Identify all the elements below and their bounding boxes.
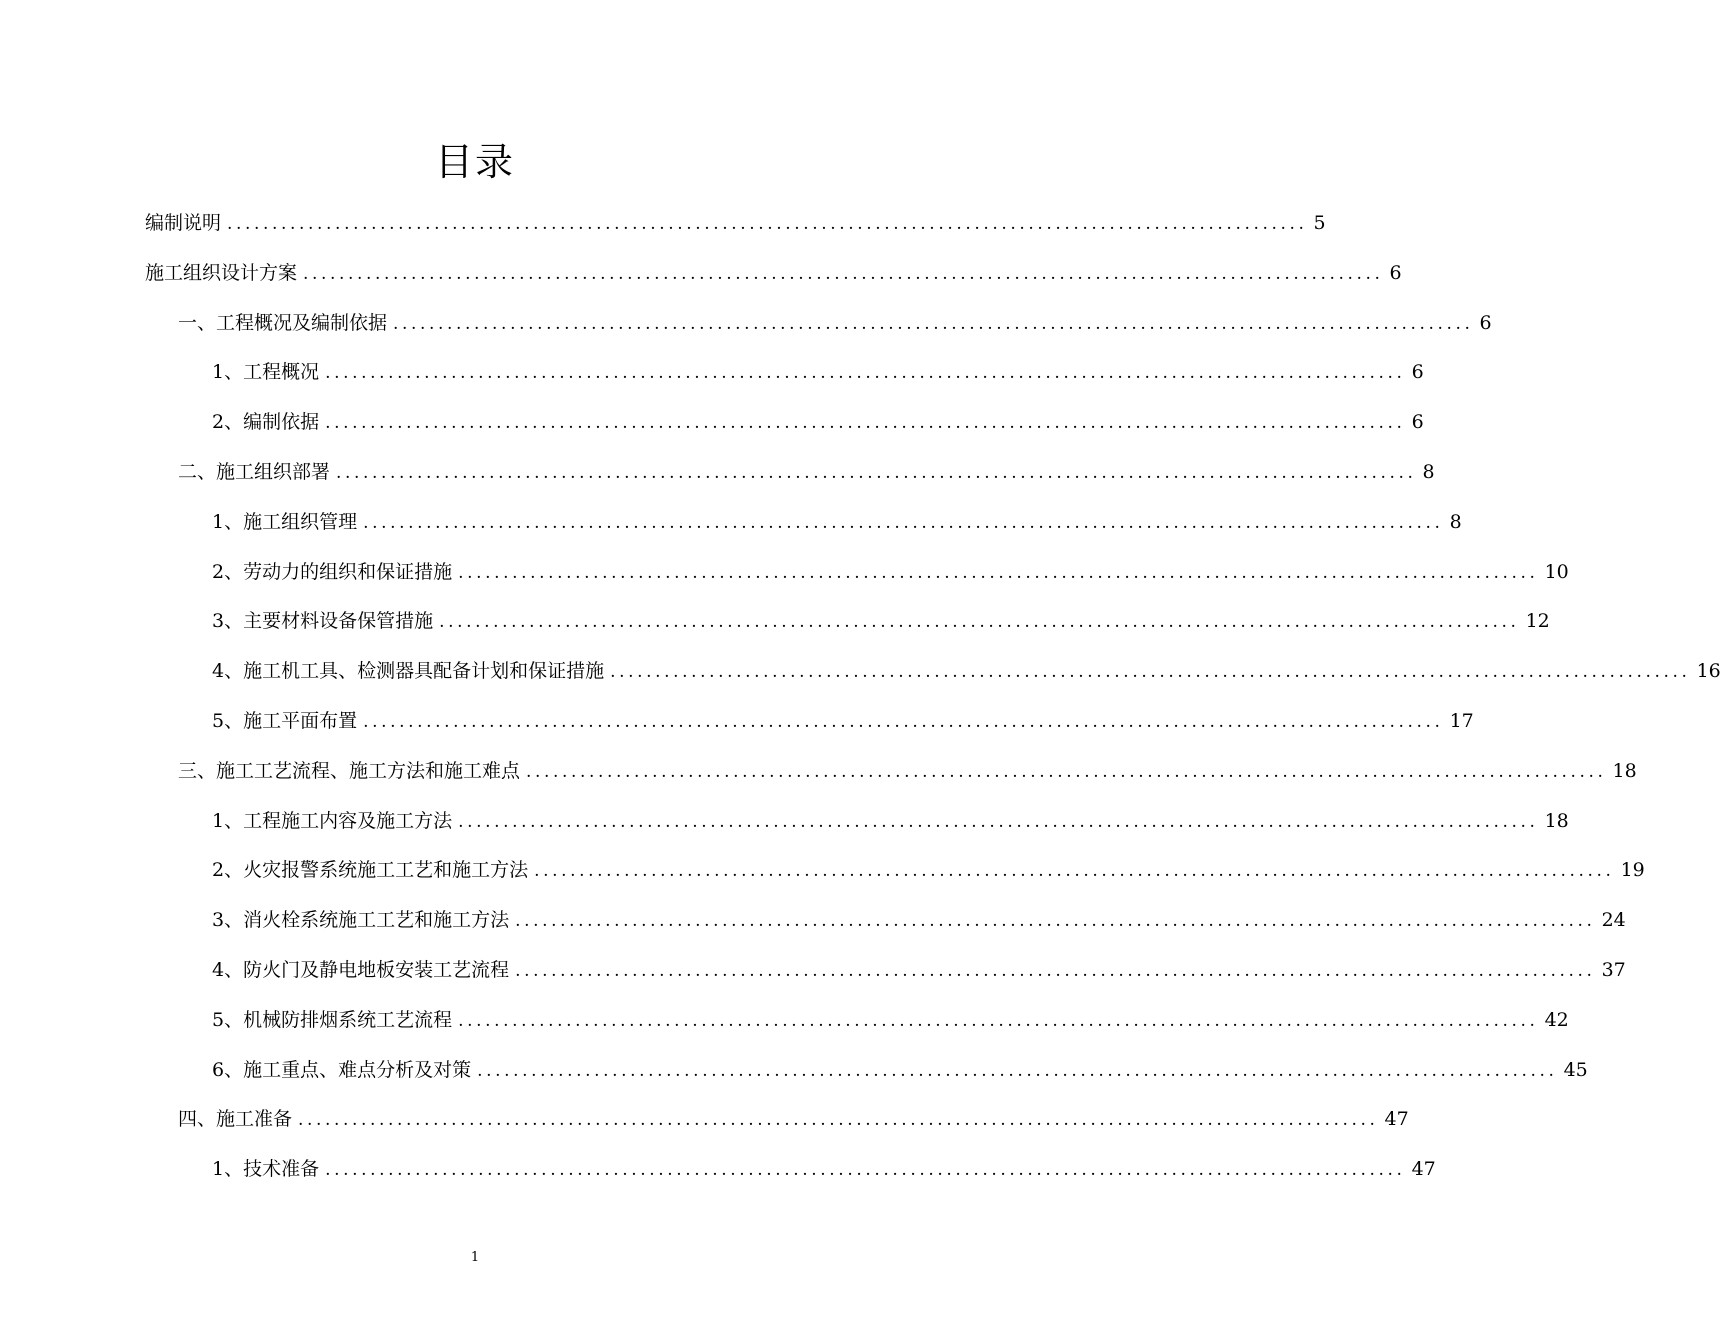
toc-entry-page: 18	[1544, 809, 1569, 832]
toc-entry-page: 6	[1479, 311, 1492, 334]
page-title: 目录	[434, 140, 515, 184]
toc-entry[interactable]	[212, 905, 1626, 935]
toc-entry[interactable]	[212, 706, 1474, 736]
toc-entry[interactable]	[212, 955, 1626, 985]
toc-entry-page: 8	[1449, 510, 1462, 533]
toc-entry-page: 5	[1313, 212, 1326, 234]
toc-entry-page: 6	[1389, 261, 1402, 284]
toc-entry-page: 37	[1601, 959, 1626, 981]
page-number: 1	[470, 1250, 480, 1265]
toc-entry[interactable]	[178, 457, 1435, 487]
toc-dot-leader: ........................................................................................................................	[477, 1060, 1558, 1081]
toc-entry-label: 1、工程施工内容及施工方法	[212, 809, 453, 832]
toc-entry-label: 1、施工组织管理	[212, 510, 358, 533]
toc-entry[interactable]	[212, 507, 1462, 537]
toc-dot-leader: ........................................................................................................................	[298, 1110, 1379, 1131]
toc-entry-label: 5、机械防排烟系统工艺流程	[212, 1008, 453, 1031]
toc-entry-page: 47	[1384, 1108, 1409, 1131]
toc-entry-label: 2、编制依据	[212, 411, 320, 434]
toc-dot-leader: ........................................................................................................................	[458, 562, 1539, 583]
toc-dot-leader: ........................................................................................................................	[534, 861, 1615, 882]
toc-dot-leader: ........................................................................................................................	[363, 712, 1444, 732]
toc-entry-label: 二、施工组织部署	[178, 461, 331, 483]
toc-entry-label: 3、主要材料设备保管措施	[212, 610, 434, 633]
toc-entry-page: 18	[1612, 759, 1637, 782]
toc-entry-page: 10	[1544, 560, 1569, 583]
toc-entry-label: 三、施工工艺流程、施工方法和施工难点	[178, 759, 521, 782]
toc-entry-page: 6	[1411, 361, 1424, 384]
toc-entry[interactable]	[212, 357, 1424, 387]
toc-entry-label: 一、工程概况及编制依据	[178, 311, 388, 334]
toc-dot-leader: ........................................................................................................................	[526, 761, 1607, 782]
toc-entry[interactable]	[178, 308, 1492, 338]
toc-entry[interactable]	[145, 258, 1402, 288]
toc-dot-leader: ........................................................................................................................	[515, 961, 1596, 981]
toc-entry-page: 8	[1422, 461, 1435, 483]
toc-entry-page: 17	[1449, 710, 1474, 732]
toc-entry-page: 16	[1696, 660, 1721, 683]
toc-dot-leader: ........................................................................................................................	[325, 1160, 1406, 1181]
toc-entry-page: 42	[1544, 1008, 1569, 1031]
toc-entry-page: 19	[1620, 859, 1645, 882]
toc-dot-leader: ........................................................................................................................	[325, 363, 1406, 384]
toc-entry-page: 45	[1563, 1058, 1588, 1081]
toc-entry[interactable]	[145, 208, 1326, 238]
toc-entry[interactable]	[212, 855, 1645, 885]
toc-entry-label: 6、施工重点、难点分析及对策	[212, 1058, 472, 1081]
toc-entry-label: 4、防火门及静电地板安装工艺流程	[212, 959, 510, 981]
toc-entry[interactable]	[212, 1055, 1588, 1085]
toc-entry-label: 1、技术准备	[212, 1158, 320, 1181]
toc-entry[interactable]	[212, 1005, 1569, 1035]
toc-entry[interactable]	[178, 756, 1637, 786]
toc-dot-leader: ........................................................................................................................	[458, 811, 1539, 832]
toc-entry[interactable]	[212, 407, 1424, 437]
toc-entry[interactable]	[212, 557, 1569, 587]
toc-entry[interactable]	[178, 1104, 1409, 1134]
toc-dot-leader: ........................................................................................................................	[458, 1010, 1539, 1031]
toc-entry-label: 编制说明	[145, 212, 222, 234]
toc-entry[interactable]	[212, 1154, 1436, 1184]
toc-entry-label: 4、施工机工具、检测器具配备计划和保证措施	[212, 660, 605, 683]
toc-entry-label: 1、工程概况	[212, 361, 320, 384]
toc-entry[interactable]	[212, 656, 1721, 686]
toc-dot-leader: ........................................................................................................................	[393, 313, 1474, 334]
toc-entry-page: 12	[1525, 610, 1550, 633]
toc-entry-page: 47	[1411, 1158, 1436, 1181]
toc-dot-leader: ........................................................................................................................	[227, 214, 1308, 234]
toc-dot-leader: ........................................................................................................................	[303, 263, 1384, 284]
toc-dot-leader: ........................................................................................................................	[439, 612, 1520, 633]
toc-entry-label: 2、劳动力的组织和保证措施	[212, 560, 453, 583]
toc-entry-label: 3、消火栓系统施工工艺和施工方法	[212, 909, 510, 932]
toc-dot-leader: ........................................................................................................................	[515, 911, 1596, 932]
toc-dot-leader: ........................................................................................................................	[363, 512, 1444, 533]
toc-entry-label: 2、火灾报警系统施工工艺和施工方法	[212, 859, 529, 882]
toc-entry[interactable]	[212, 806, 1569, 836]
toc-entry-label: 四、施工准备	[178, 1108, 293, 1131]
toc-entry-page: 6	[1411, 411, 1424, 434]
toc-dot-leader: ........................................................................................................................	[336, 463, 1417, 483]
toc-dot-leader: ........................................................................................................................	[610, 662, 1691, 683]
toc-entry-page: 24	[1601, 909, 1626, 932]
toc-dot-leader: ........................................................................................................................	[325, 413, 1406, 434]
toc-entry-label: 5、施工平面布置	[212, 710, 358, 732]
toc-entry-label: 施工组织设计方案	[145, 261, 298, 284]
toc-entry[interactable]	[212, 606, 1550, 636]
